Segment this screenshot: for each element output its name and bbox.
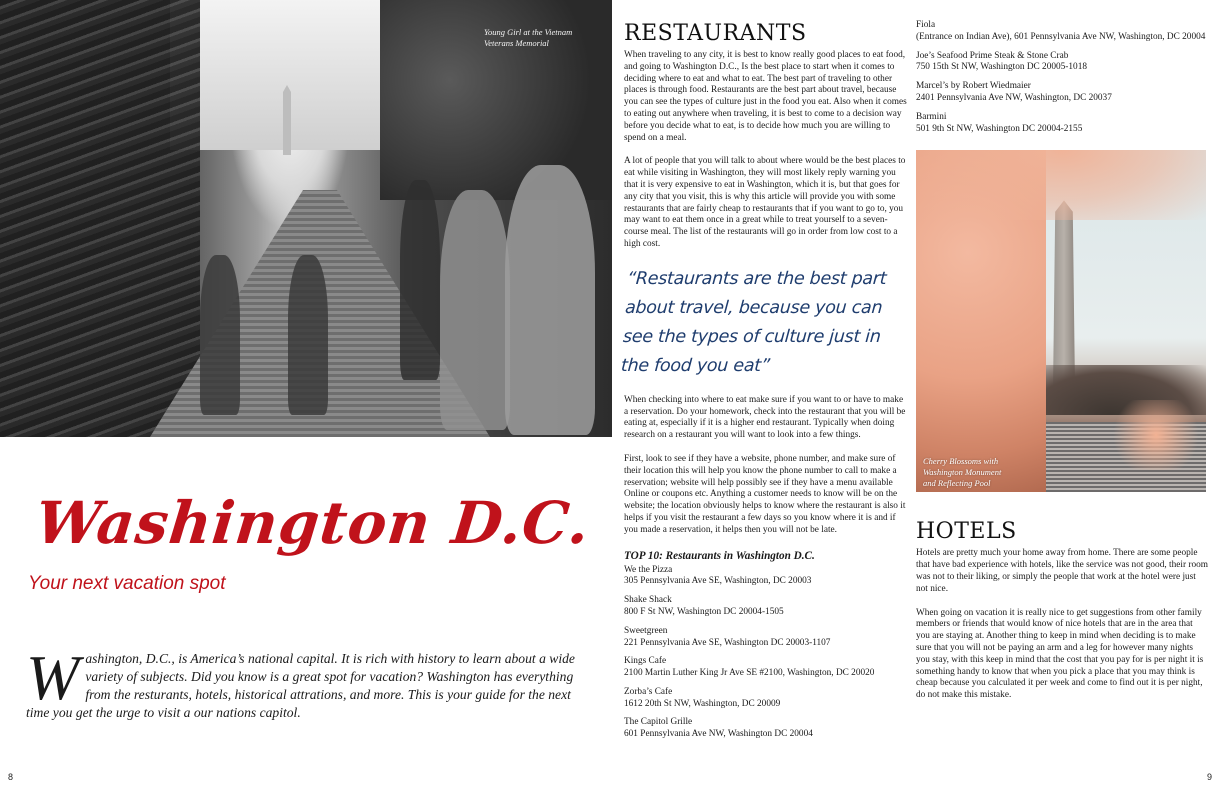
photo-caption: [923, 456, 1001, 489]
column-2: [916, 20, 1208, 714]
restaurant-item: [624, 687, 909, 711]
top10-heading: TOP 10: Restaurants in Washington D.C.: [624, 549, 815, 562]
restaurant-address: (Entrance on Indian Ave), 601 Pennsylvania Ave NW, Washington, DC 20004: [916, 31, 1206, 42]
vietnam-memorial-photo: [0, 0, 612, 437]
restaurant-name: The Capitol Grille: [624, 717, 693, 728]
photo-memorial-wall: [0, 0, 200, 437]
restaurant-item: [916, 81, 1208, 105]
photo-person: [400, 180, 440, 380]
page-subtitle: Your next vacation spot: [28, 573, 226, 594]
restaurant-name: Kings Cafe: [624, 656, 667, 667]
washington-monument-icon: [1053, 200, 1075, 390]
cherry-blossom-icon: [1106, 400, 1206, 470]
restaurant-name: Zorba’s Cafe: [624, 686, 673, 697]
page-number-left: 8: [8, 772, 14, 782]
restaurant-address: 750 15th St NW, Washington DC 20005-1018: [916, 62, 1087, 73]
washington-monument-icon: [283, 85, 291, 155]
hotels-paragraph: When going on vacation it is really nice to get suggestions from other family members or friends that would know of nice hotels that are in the area that you are staying at. Another thing to keep in mind when deciding is to make sure that you will not be paying an arm and a leg for however many nights you stay, with this keep in mind that the cost that you pay for is per night it is something handy to know that when you pick a place that you may think is cheap because you calculated it per week and come to find out it is per night, do not make this mistake.: [916, 607, 1204, 701]
restaurant-item: [624, 595, 909, 619]
intro-paragraph: [26, 642, 592, 722]
restaurant-name: Sweetgreen: [624, 625, 668, 636]
restaurant-address: 2100 Martin Luther King Jr Ave SE #2100, Washington, DC 20020: [624, 668, 875, 679]
restaurants-paragraph: A lot of people that you will talk to about where would be the best places to eat while visiting in Washington, they will most likely reply warning you that it is very expensive to eat in Washington, which it is, but that goes for any city that you visit, this is why this article will provide you with some restaurants that are fairly cheap to restaurants that if you want to go to, you may want to eat them once in a great while to treat yourself to a seven-course meal. The list of the restaurants will go in order from low cost to a high cost.: [624, 156, 906, 249]
restaurant-item: [624, 565, 909, 589]
restaurant-name: Shake Shack: [624, 595, 672, 606]
restaurant-item: [624, 656, 909, 680]
restaurant-address: 2401 Pennsylvania Ave NW, Washington, DC 20037: [916, 92, 1112, 103]
caption-line: Veterans Memorial: [484, 38, 549, 48]
photo-person: [440, 190, 510, 430]
restaurant-item: [916, 20, 1208, 44]
caption-line: and Reflecting Pool: [923, 478, 991, 489]
restaurant-name: Marcel’s by Robert Wiedmaier: [916, 81, 1031, 92]
restaurant-item: [916, 51, 1208, 75]
caption-line: Cherry Blossoms with: [923, 456, 999, 467]
hotels-heading: HOTELS: [916, 519, 1017, 545]
photo-girl-reflection: [200, 255, 240, 415]
restaurant-address: 221 Pennsylvania Ave SE, Washington DC 20003-1107: [624, 637, 831, 648]
restaurant-name: Fiola: [916, 20, 936, 30]
restaurant-address: 1612 20th St NW, Washington, DC 20009: [624, 698, 781, 709]
pull-quote: “Restaurants are the best part about travel, because you can see the types of culture just in the food you eat”: [620, 268, 887, 376]
restaurants-paragraph: When checking into where to eat make sure if you want to or have to make a reservation. Do your homework, check into the restaurant that you will be eating at, especially if it is a higher end restaurant. Typically when doing research on a restaurant you will want to look into a few things.: [624, 394, 906, 441]
restaurants-paragraph: First, look to see if they have a website, phone number, and make sure of their location this will help you know the phone number to call to make a reservation; website will help possibly see if they have a menu available Online or coupons etc. Anything a customer needs to know will be on the website; the location obviously helps to know where the restaurant is also it helps if you visit the restaurant a few days so you know where it is and if you made a reservation, it helps then you will not be late.: [624, 453, 906, 535]
page-number-right: 9: [1206, 772, 1212, 782]
restaurants-heading: RESTAURANTS: [624, 21, 807, 46]
restaurants-paragraph: When traveling to any city, it is best to know really good places to eat food, and going to Washington D.C., Is the best place to start when it comes to deciding where to eat and what to eat. The best part of traveling to other places is through food. Restaurants are the best part about travel, because you can see the types of culture just in the food you eat. Also when it comes to eating out anywhere when traveling, it is best to come to a decision way before you decide what to eat, is to decide how much you are willing to spend on a meal.: [624, 50, 907, 143]
drop-cap: W: [26, 642, 80, 713]
caption-line: Young Girl at the Vietnam: [484, 27, 573, 37]
restaurant-name: Joe’s Seafood Prime Steak & Stone Crab: [916, 50, 1069, 61]
photo-girl: [288, 255, 328, 415]
restaurant-name: Barmini: [916, 111, 947, 122]
photo-person: [505, 165, 595, 435]
right-page: [612, 0, 1224, 792]
restaurant-address: 601 Pennsylvania Ave NW, Washington DC 20004: [624, 729, 813, 740]
restaurant-address: 305 Pennsylvania Ave SE, Washington, DC 20003: [624, 576, 812, 587]
restaurant-address: 800 F St NW, Washington DC 20004-1505: [624, 606, 784, 617]
restaurant-item: [916, 112, 1208, 136]
restaurant-name: We the Pizza: [624, 564, 673, 575]
restaurant-item: [624, 717, 909, 741]
column-1: [620, 20, 909, 748]
restaurant-address: 501 9th St NW, Washington DC 20004-2155: [916, 123, 1083, 134]
restaurant-item: [624, 626, 909, 650]
cherry-blossom-icon: [916, 150, 1206, 220]
photo-caption: [484, 27, 604, 49]
hotels-paragraph: Hotels are pretty much your home away from home. There are some people that have bad experience with hotels, like the service was not good, their room was not to their liking, or simply the people that work at the hotel were just not nice.: [916, 548, 1208, 594]
intro-text: ashington, D.C., is America’s national capital. It is rich with history to learn about a wide variety of subjects. Did you know is a great spot for vacation? Washington has everything from the resturants, hotels, historical attrations, and more. This is your guide for the next time you get the urge to visit a our nations capitol.: [26, 651, 575, 720]
cherry-blossom-photo: [916, 150, 1206, 492]
page-title: Washington D.C.: [32, 489, 594, 557]
caption-line: Washington Monument: [923, 467, 1002, 478]
